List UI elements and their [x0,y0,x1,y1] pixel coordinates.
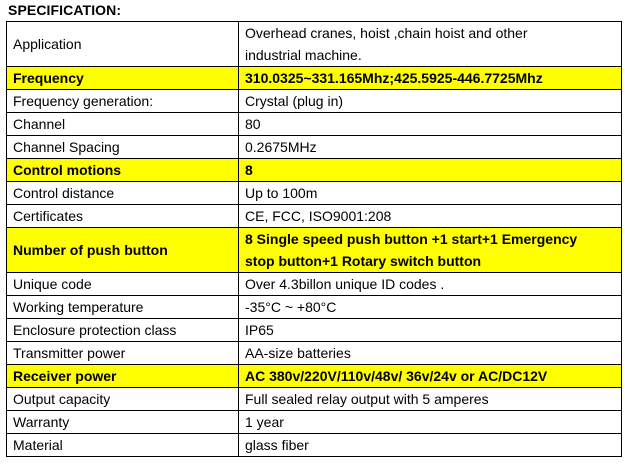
spec-label: Transmitter power [7,342,239,365]
spec-value-line: 1 year [245,414,284,430]
spec-row [7,296,622,319]
spec-value-line: IP65 [245,322,274,338]
spec-value-line: -35°C ~ +80°C [245,299,337,315]
spec-row [7,22,622,67]
spec-value [239,182,622,205]
spec-value-line: CE, FCC, ISO9001:208 [245,208,392,224]
spec-value [239,90,622,113]
spec-row [7,136,622,159]
spec-value [239,159,622,182]
specification-table [6,21,622,457]
spec-label: Output capacity [7,388,239,411]
spec-label: Warranty [7,411,239,434]
spec-value-line: Crystal (plug in) [245,93,344,109]
spec-row [7,90,622,113]
spec-value-line: 8 Single speed push button +1 start+1 Emergency [245,231,578,247]
spec-value [239,273,622,296]
spec-label: Application [7,22,239,67]
spec-value [239,67,622,90]
spec-label: Enclosure protection class [7,319,239,342]
spec-value [239,411,622,434]
spec-value-line: AA-size batteries [245,345,351,361]
spec-label: Working temperature [7,296,239,319]
spec-value-line: industrial machine. [245,47,362,63]
spec-label: Control distance [7,182,239,205]
spec-row [7,365,622,388]
spec-value-line: stop button+1 Rotary switch button [245,253,482,269]
spec-row [7,273,622,296]
spec-value-line: 310.0325~331.165Mhz;425.5925-446.7725Mhz [245,70,543,86]
spec-value [239,205,622,228]
spec-label: Certificates [7,205,239,228]
spec-value-line: 80 [245,116,261,132]
spec-label: Frequency generation: [7,90,239,113]
spec-value [239,388,622,411]
spec-value-line: AC 380v/220V/110v/48v/ 36v/24v or AC/DC12V [245,368,548,384]
spec-row [7,182,622,205]
section-heading: SPECIFICATION: [8,2,122,18]
spec-label: Channel Spacing [7,136,239,159]
spec-value-line: glass fiber [245,437,309,453]
spec-value [239,22,622,67]
spec-row [7,67,622,90]
spec-row [7,205,622,228]
spec-value [239,113,622,136]
spec-value [239,319,622,342]
spec-row [7,342,622,365]
spec-row [7,319,622,342]
spec-value [239,365,622,388]
spec-row [7,411,622,434]
spec-label: Channel [7,113,239,136]
spec-value-line: Over 4.3billon unique ID codes . [245,276,445,292]
spec-value [239,342,622,365]
specification-table-body [7,22,622,457]
spec-value-line: 0.2675MHz [245,139,317,155]
spec-label: Control motions [7,159,239,182]
spec-label: Material [7,434,239,457]
spec-value [239,228,622,273]
spec-value-line: 8 [245,162,253,178]
spec-label: Unique code [7,273,239,296]
spec-row [7,228,622,273]
spec-row [7,388,622,411]
spec-value-line: Full sealed relay output with 5 amperes [245,391,489,407]
spec-value [239,434,622,457]
spec-value [239,136,622,159]
spec-label: Receiver power [7,365,239,388]
spec-row [7,434,622,457]
spec-value-line: Up to 100m [245,185,318,201]
spec-label: Number of push button [7,228,239,273]
spec-row [7,113,622,136]
spec-label: Frequency [7,67,239,90]
spec-value [239,296,622,319]
spec-value-line: Overhead cranes, hoist ,chain hoist and other [245,25,528,41]
spec-row [7,159,622,182]
